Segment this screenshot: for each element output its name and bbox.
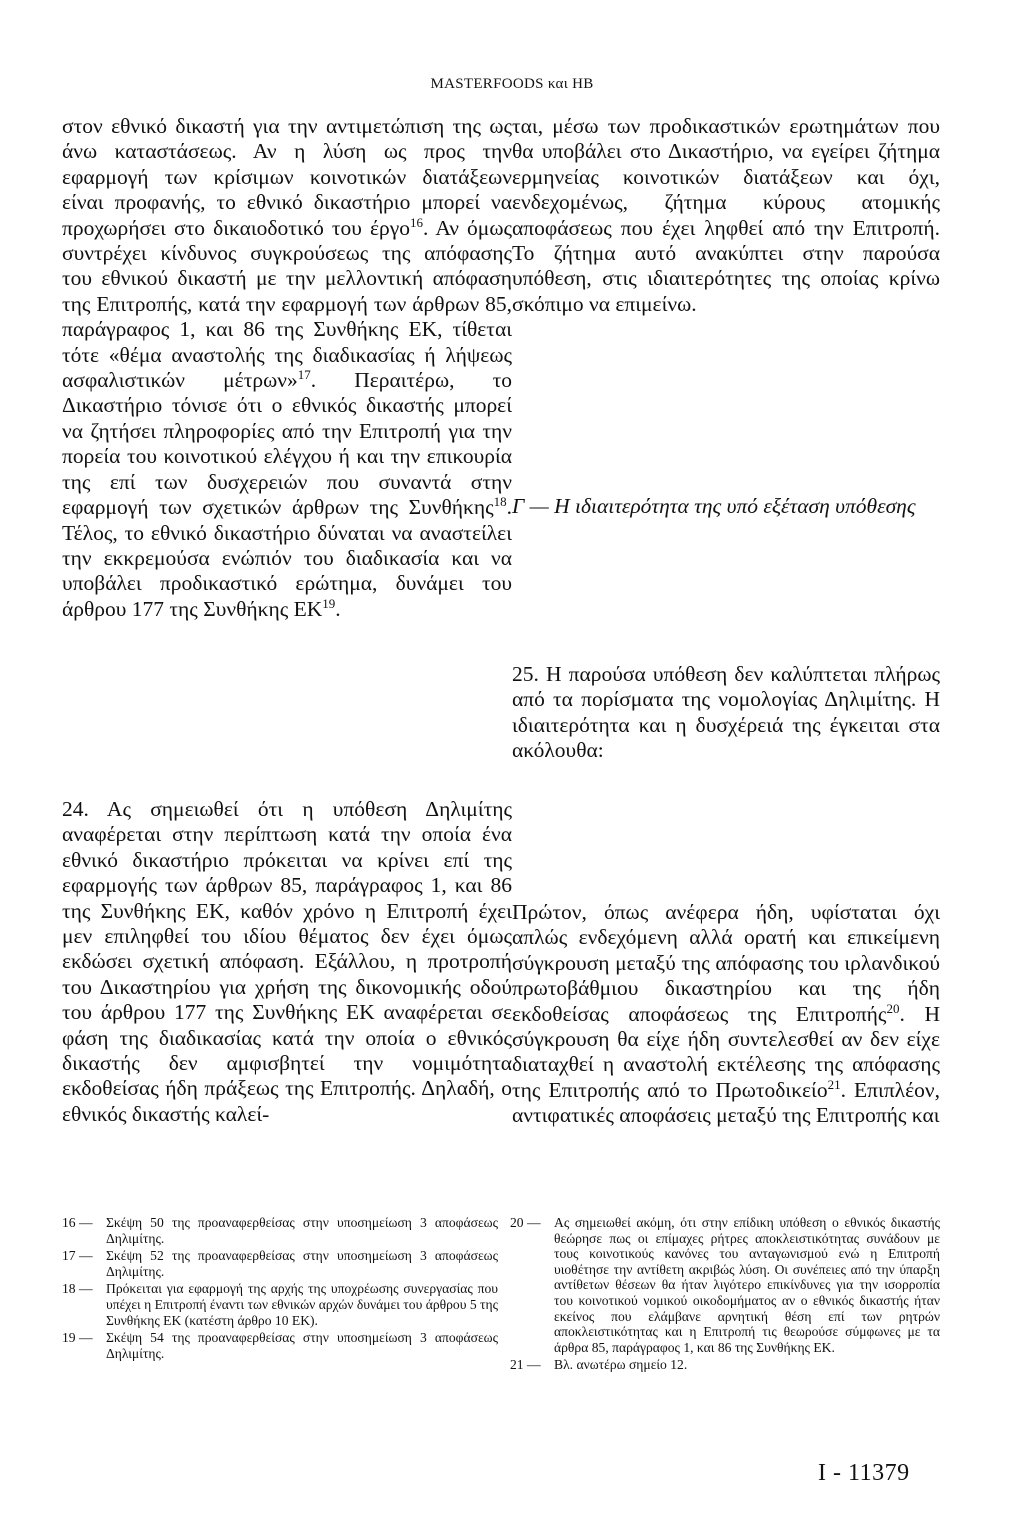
footnote (62, 1281, 498, 1328)
footnote-number: 19 — (62, 1330, 93, 1346)
paragraph-continuation: ται, μέσω των προδικαστικών ερωτημάτων που θα υποβάλει στο Δικαστήριο, να εγείρει ζήτημα ερμηνείας κοινοτικών διατάξεων και όχι, ενδεχομένως, ζήτημα κύρους ατομικής αποφάσεως που έχει ληφθεί από την Επιτροπή. Το ζήτημα αυτό ανακύπτει στην παρούσα υπόθεση, στις ιδιαιτερότητες της οποίας κρίνω σκόπιμο να επιμείνω. (512, 114, 940, 316)
text-segment: στον εθνικό δικαστή για την αντιμετώπιση της ως άνω καταστάσεως. Αν η λύση ως προς την εφαρμογή των κρίσιμων κοινοτικών διατάξεων είναι προφανής, το εθνικό δικαστήριο μπορεί να προχωρήσει στο δικαιοδοτικό του έργο (62, 114, 512, 240)
text-segment: . (335, 596, 341, 621)
text-segment: . Αν όμως συντρέχει κίνδυνος συγκρούσεως της απόφασης του εθνικού δικαστή με την μελλοντική απόφαση της Επιτροπής, κατά την εφαρμογή των άρθρων 85, παράγραφος 1, και 86 της Συνθήκης ΕΚ, τίθεται τότε «θέμα αναστολής της διαδικασίας ή λήψεως ασφαλιστικών μέτρων» (62, 215, 512, 393)
footnote-ref-21[interactable]: 21 (827, 1076, 841, 1092)
footnote (62, 1215, 498, 1246)
footnote-text: Ας σημειωθεί ακόμη, ότι στην επίδικη υπόθεση ο εθνικός δικαστής θεώρησε πως οι επίμαχες ρήτρες αποκλειστικότητας συνάδουν με τους κοινοτικούς κανόνες του ανταγωνισμού ενώ η Επιτροπή υιοθέτησε την αντίθετη ακριβώς λύση. Οι συνέπειες από την ύπαρξη αντίθετων θέσεων θα ήταν λιγότερο επικίνδυνες για την ισορροπία του κοινοτικού νομικού οικοδομήματος αν ο εθνικός δικαστής ήταν εκείνος που ελάμβανε αρνητική θέση επί των ρητρών αποκλειστικότητας και η Επιτροπή τις θεωρούσε σύμφωνες με τα άρθρα 85, παράγραφος 1, και 86 της Συνθήκης ΕΚ. (554, 1215, 940, 1355)
footnote-ref-18[interactable]: 18 (493, 493, 507, 509)
footnotes-right (510, 1215, 940, 1375)
right-column-paragraph-25 (512, 662, 940, 764)
text-segment: . Τέλος, το εθνικό δικαστήριο δύναται να αναστείλει την εκκρεμούσα ενώπιόν του διαδικασία και να υποβάλει προδικαστικό ερώτημα, δυνάμει του άρθρου 177 της Συνθήκης ΕΚ (62, 495, 512, 621)
footnote-text: Σκέψη 52 της προαναφερθείσας στην υποσημείωση 3 αποφάσεως Δηλιμίτης. (106, 1248, 498, 1279)
text-segment: . Περαιτέρω, το Δικαστήριο τόνισε ότι ο εθνικός δικαστής μπορεί να ζητήσει πληροφορίες από την Επιτροπή για την πορεία του κοινοτικού ελέγχου ή και την επικουρία της επί των δυσχερειών που συναντά στην εφαρμογή των σχετικών άρθρων της Συνθήκης (62, 368, 512, 520)
footnote-ref-17[interactable]: 17 (297, 366, 311, 382)
running-header: MASTERFOODS και HB (430, 76, 594, 92)
footnote (62, 1330, 498, 1361)
text-segment: . Επιπλέον, αντιφατικές αποφάσεις μεταξύ της Επιτροπής και (512, 1077, 940, 1128)
left-column-top (62, 114, 512, 622)
footnote-number: 16 — (62, 1215, 93, 1230)
footnote-number: 18 — (62, 1281, 93, 1297)
left-column-bottom (62, 797, 512, 1127)
paragraph-first-point (512, 900, 940, 1129)
footnote-number: 20 — (510, 1215, 541, 1230)
section-heading-text: Γ — Η ιδιαιτερότητα της υπό εξέταση υπόθεσης (512, 494, 916, 518)
text-segment: . Η σύγκρουση θα είχε ήδη συντελεσθεί αν δεν είχε διαταχθεί η αναστολή εκτέλεσης της απόφασης της Επιτροπής από το Πρωτοδικείο (512, 1001, 940, 1102)
footnote (62, 1248, 498, 1279)
paragraph-24: 24. Ας σημειωθεί ότι η υπόθεση Δηλιμίτης αναφέρεται στην περίπτωση κατά την οποία ένα εθνικό δικαστήριο πρόκειται να κρίνει επί της εφαρμογής των άρθρων 85, παράγραφος 1, και 86 της Συνθήκης ΕΚ, καθόν χρόνο η Επιτροπή έχει μεν επιληφθεί του ιδίου θέματος δεν έχει όμως εκδώσει σχετική απόφαση. Εξάλλου, η προτροπή του Δικαστηρίου για χρήση της δικονομικής οδού του άρθρου 177 της Συνθήκης ΕΚ αναφέρεται σε φάση της διαδικασίας κατά την οποία ο εθνικός δικαστής δεν αμφισβητεί την νομιμότητα εκδοθείσας ήδη πράξεως της Επιτροπής. Δηλαδή, ο εθνικός δικαστής καλεί- (62, 797, 512, 1126)
footnote-number: 17 — (62, 1248, 93, 1264)
footnote-number: 21 — (510, 1357, 541, 1373)
footnote-text: Σκέψη 54 της προαναφερθείσας στην υποσημείωση 3 αποφάσεως Δηλιμίτης. (106, 1330, 498, 1361)
footnotes-left (62, 1215, 498, 1363)
footnote (510, 1357, 940, 1373)
footnote-ref-19[interactable]: 19 (322, 595, 336, 611)
right-column-bottom (512, 900, 940, 1129)
right-column-top (512, 114, 940, 317)
page-number: I - 11379 (818, 1460, 910, 1486)
footnote-ref-16[interactable]: 16 (410, 214, 424, 230)
footnote-text: Σκέψη 50 της προαναφερθείσας στην υποσημείωση 3 αποφάσεως Δηλιμίτης. (106, 1215, 498, 1246)
section-heading (512, 494, 940, 519)
footnote-text: Βλ. ανωτέρω σημείο 12. (554, 1357, 688, 1373)
footnote-ref-20[interactable]: 20 (886, 1000, 900, 1016)
footnote-text: Πρόκειται για εφαρμογή της αρχής της υποχρέωσης συνεργασίας που υπέχει η Επιτροπή έναντι των εθνικών αρχών δυνάμει του άρθρου 5 της Συνθήκης ΕΚ (κατέστη άρθρο 10 ΕΚ). (106, 1281, 498, 1328)
footnote (510, 1215, 940, 1355)
text-segment: Πρώτον, όπως ανέφερα ήδη, υφίσταται όχι απλώς ενδεχόμενη αλλά ορατή και επικείμενη σύγκρουση μεταξύ της απόφασης του ιρλανδικού πρωτοβάθμιου δικαστηρίου και της ήδη εκδοθείσας αποφάσεως της Επιτροπής (512, 900, 940, 1026)
paragraph-25: 25. Η παρούσα υπόθεση δεν καλύπτεται πλήρως από τα πορίσματα της νομολογίας Δηλιμίτης. Η ιδιαιτερότητα και η δυσχέρειά της έγκειται στα ακόλουθα: (512, 662, 940, 763)
paragraph-23-continuation (62, 114, 512, 622)
